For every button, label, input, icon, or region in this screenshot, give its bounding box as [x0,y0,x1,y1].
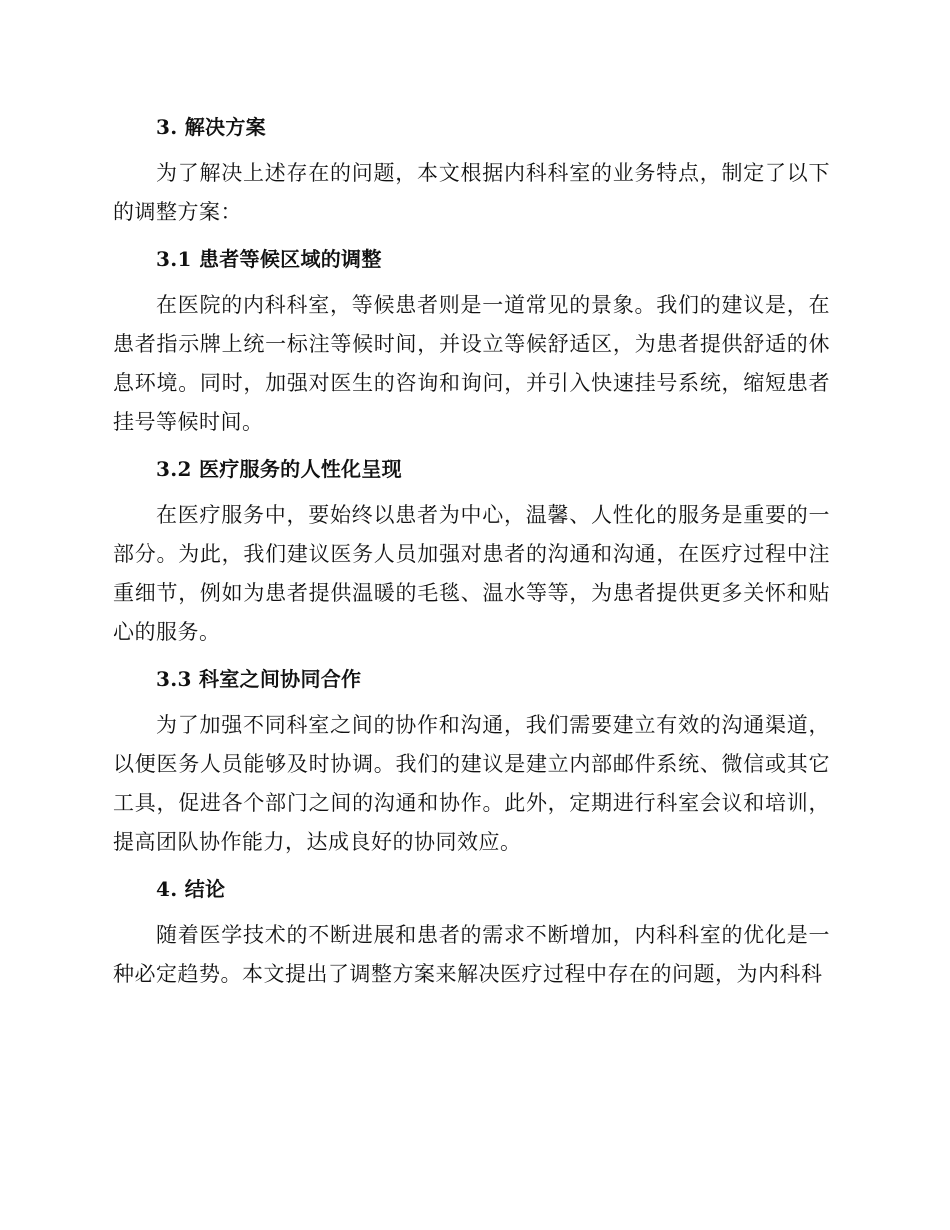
document-page [113,108,830,1002]
section-paragraph-waiting-area: 在医院的内科科室，等候患者则是一道常见的景象。我们的建议是，在患者指示牌上统一标注等候时间，并设立等候舒适区，为患者提供舒适的休息环境。同时，加强对医生的咨询和询问，并引入快速挂号系统，缩短患者挂号等候时间。 [113,293,830,434]
section-paragraph-humanized-service: 在医疗服务中，要始终以患者为中心，温馨、人性化的服务是重要的一部分。为此，我们建议医务人员加强对患者的沟通和沟通，在医疗过程中注重细节，例如为患者提供温暖的毛毯、温水等等，为患者提供更多关怀和贴心的服务。 [113,503,830,644]
section-paragraph-collaboration: 为了加强不同科室之间的协作和沟通，我们需要建立有效的沟通渠道，以便医务人员能够及时协调。我们的建议是建立内部邮件系统、微信或其它工具，促进各个部门之间的沟通和协作。此外，定期进行科室会议和培训，提高团队协作能力，达成良好的协同效应。 [113,713,830,854]
section-heading-conclusion: 4. 结论 [156,877,226,901]
section-heading-collaboration: 3.3 科室之间协同合作 [156,667,362,691]
section-heading-waiting-area: 3.1 患者等候区域的调整 [156,247,382,271]
section-paragraph-conclusion: 随着医学技术的不断进展和患者的需求不断增加，内科科室的优化是一种必定趋势。本文提出了调整方案来解决医疗过程中存在的问题，为内科科 [113,923,830,986]
section-heading-humanized-service: 3.2 医疗服务的人性化呈现 [156,457,402,481]
section-heading-solution: 3. 解决方案 [156,115,266,139]
section-paragraph-solution: 为了解决上述存在的问题，本文根据内科科室的业务特点，制定了以下的调整方案： [113,161,830,224]
